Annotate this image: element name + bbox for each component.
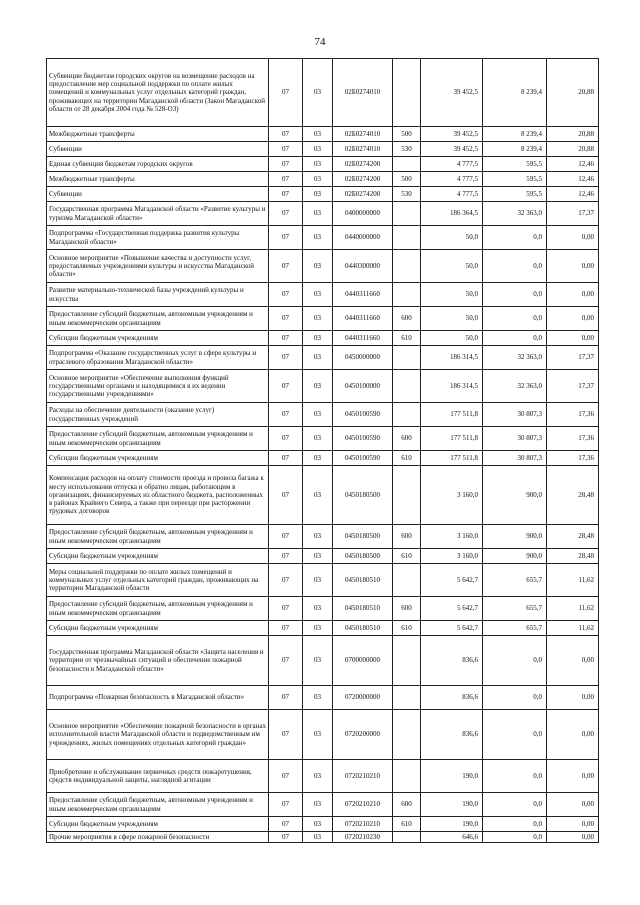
row-target-code: 0440311660	[333, 307, 393, 331]
row-actual-amount: 0,0	[483, 686, 547, 710]
row-percent: 17,36	[547, 403, 599, 427]
row-name: Основное мероприятие «Обеспечение пожарной безопасности в органах исполнительной власти Магаданской области и подведомственным им учреждениях, жилых помещениях отдельных категорий граждан»	[47, 710, 269, 760]
row-target-code: 0440311660	[333, 331, 393, 346]
table-row	[47, 451, 599, 466]
row-subsection: 03	[303, 59, 333, 127]
row-percent: 0,00	[547, 226, 599, 250]
row-percent: 0,00	[547, 817, 599, 832]
row-name: Предоставление субсидий бюджетным, автономным учреждениям и иным некоммерческим организациям	[47, 307, 269, 331]
row-name: Основное мероприятие «Обеспечение выполнения функций государственными органами и находящимися в их ведении государственными учреждениями»	[47, 370, 269, 403]
row-name: Межбюджетные трансферты	[47, 172, 269, 187]
row-target-code: 02Б0274010	[333, 59, 393, 127]
row-subsection: 03	[303, 686, 333, 710]
row-target-code: 02Б0274010	[333, 127, 393, 142]
row-section: 07	[269, 202, 303, 226]
row-expense-type: 530	[393, 187, 421, 202]
row-target-code: 0450100000	[333, 370, 393, 403]
row-subsection: 03	[303, 307, 333, 331]
row-plan-amount: 177 511,8	[421, 403, 483, 427]
table-body	[47, 59, 599, 843]
row-target-code: 02Б0274010	[333, 142, 393, 157]
row-target-code: 0440300000	[333, 250, 393, 283]
row-actual-amount: 0,0	[483, 250, 547, 283]
row-section: 07	[269, 157, 303, 172]
row-percent: 17,36	[547, 427, 599, 451]
row-percent: 0,00	[547, 307, 599, 331]
table-row	[47, 202, 599, 226]
row-plan-amount: 50,0	[421, 331, 483, 346]
row-expense-type	[393, 202, 421, 226]
row-actual-amount: 30 807,3	[483, 403, 547, 427]
row-actual-amount: 8 239,4	[483, 142, 547, 157]
row-percent: 0,00	[547, 283, 599, 307]
row-expense-type	[393, 686, 421, 710]
row-plan-amount: 50,0	[421, 226, 483, 250]
row-name: Расходы на обеспечение деятельности (оказание услуг) государственных учреждений	[47, 403, 269, 427]
row-expense-type	[393, 346, 421, 370]
row-subsection: 03	[303, 172, 333, 187]
row-name: Подпрограмма «Оказание государственных услуг в сфере культуры и отраслевого образования Магаданской области»	[47, 346, 269, 370]
table-row	[47, 157, 599, 172]
row-plan-amount: 186 314,5	[421, 346, 483, 370]
row-subsection: 03	[303, 187, 333, 202]
row-subsection: 03	[303, 793, 333, 817]
table-row	[47, 142, 599, 157]
row-subsection: 03	[303, 525, 333, 549]
row-plan-amount: 5 642,7	[421, 597, 483, 621]
table-row	[47, 346, 599, 370]
row-percent: 20,88	[547, 59, 599, 127]
row-expense-type: 610	[393, 549, 421, 564]
row-percent: 0,00	[547, 832, 599, 843]
row-target-code: 0720210210	[333, 817, 393, 832]
row-section: 07	[269, 307, 303, 331]
row-section: 07	[269, 142, 303, 157]
row-target-code: 02Б0274200	[333, 187, 393, 202]
row-subsection: 03	[303, 597, 333, 621]
row-name: Субвенции	[47, 187, 269, 202]
row-section: 07	[269, 832, 303, 843]
row-actual-amount: 655,7	[483, 564, 547, 597]
row-target-code: 0720210210	[333, 760, 393, 793]
row-section: 07	[269, 710, 303, 760]
row-subsection: 03	[303, 202, 333, 226]
row-expense-type	[393, 157, 421, 172]
row-percent: 20,88	[547, 142, 599, 157]
row-subsection: 03	[303, 250, 333, 283]
row-expense-type	[393, 710, 421, 760]
table-row	[47, 817, 599, 832]
row-actual-amount: 900,0	[483, 466, 547, 525]
row-actual-amount: 0,0	[483, 226, 547, 250]
table-row	[47, 307, 599, 331]
row-actual-amount: 0,0	[483, 283, 547, 307]
row-actual-amount: 655,7	[483, 621, 547, 636]
row-section: 07	[269, 427, 303, 451]
row-target-code: 0450180510	[333, 564, 393, 597]
table-row	[47, 686, 599, 710]
table-row	[47, 549, 599, 564]
row-actual-amount: 32 363,0	[483, 370, 547, 403]
row-actual-amount: 30 807,3	[483, 427, 547, 451]
row-actual-amount: 8 239,4	[483, 127, 547, 142]
row-percent: 28,48	[547, 549, 599, 564]
row-target-code: 0440311660	[333, 283, 393, 307]
row-plan-amount: 50,0	[421, 307, 483, 331]
table-row	[47, 59, 599, 127]
row-expense-type: 610	[393, 621, 421, 636]
row-percent: 0,00	[547, 636, 599, 686]
row-actual-amount: 595,5	[483, 157, 547, 172]
row-plan-amount: 4 777,5	[421, 172, 483, 187]
row-expense-type	[393, 832, 421, 843]
row-expense-type	[393, 59, 421, 127]
row-plan-amount: 836,6	[421, 686, 483, 710]
row-percent: 12,46	[547, 172, 599, 187]
row-subsection: 03	[303, 636, 333, 686]
row-actual-amount: 0,0	[483, 331, 547, 346]
page-number: 74	[314, 36, 326, 48]
row-section: 07	[269, 636, 303, 686]
row-plan-amount: 836,6	[421, 710, 483, 760]
row-plan-amount: 186 314,5	[421, 370, 483, 403]
row-subsection: 03	[303, 549, 333, 564]
row-target-code: 02Б0274200	[333, 172, 393, 187]
row-section: 07	[269, 59, 303, 127]
table-row	[47, 760, 599, 793]
row-expense-type: 600	[393, 307, 421, 331]
row-expense-type: 600	[393, 427, 421, 451]
row-subsection: 03	[303, 226, 333, 250]
row-name: Развитие материально-технической базы учреждений культуры и искусства	[47, 283, 269, 307]
row-name: Компенсация расходов на оплату стоимости проезда и провоза багажа к месту использования отпуска и обратно лицам, работающим в организациях, финансируемых из областного бюджета, расположенных в районах Крайнего Севера, а также при переезде при расторжении трудовых договоров	[47, 466, 269, 525]
row-subsection: 03	[303, 427, 333, 451]
row-expense-type	[393, 466, 421, 525]
row-section: 07	[269, 466, 303, 525]
row-target-code: 0450000000	[333, 346, 393, 370]
row-actual-amount: 0,0	[483, 832, 547, 843]
row-section: 07	[269, 226, 303, 250]
row-expense-type: 610	[393, 451, 421, 466]
row-plan-amount: 3 160,0	[421, 525, 483, 549]
row-expense-type: 600	[393, 793, 421, 817]
row-percent: 0,00	[547, 686, 599, 710]
row-target-code: 0720210210	[333, 793, 393, 817]
row-expense-type: 500	[393, 127, 421, 142]
table-row	[47, 403, 599, 427]
row-target-code: 0700000000	[333, 636, 393, 686]
row-actual-amount: 8 239,4	[483, 59, 547, 127]
row-percent: 12,46	[547, 187, 599, 202]
row-subsection: 03	[303, 331, 333, 346]
row-expense-type	[393, 636, 421, 686]
row-percent: 20,88	[547, 127, 599, 142]
row-section: 07	[269, 127, 303, 142]
row-subsection: 03	[303, 760, 333, 793]
row-plan-amount: 50,0	[421, 250, 483, 283]
row-percent: 17,37	[547, 370, 599, 403]
row-target-code: 0450100590	[333, 427, 393, 451]
row-actual-amount: 0,0	[483, 307, 547, 331]
row-percent: 17,37	[547, 202, 599, 226]
row-subsection: 03	[303, 142, 333, 157]
row-subsection: 03	[303, 370, 333, 403]
row-percent: 28,48	[547, 525, 599, 549]
row-target-code: 0440000000	[333, 226, 393, 250]
row-section: 07	[269, 817, 303, 832]
row-plan-amount: 5 642,7	[421, 621, 483, 636]
row-percent: 12,46	[547, 157, 599, 172]
row-section: 07	[269, 760, 303, 793]
row-subsection: 03	[303, 832, 333, 843]
row-actual-amount: 595,5	[483, 187, 547, 202]
row-expense-type	[393, 250, 421, 283]
row-section: 07	[269, 172, 303, 187]
row-section: 07	[269, 346, 303, 370]
row-target-code: 0450180500	[333, 525, 393, 549]
row-section: 07	[269, 187, 303, 202]
row-percent: 0,00	[547, 250, 599, 283]
row-actual-amount: 655,7	[483, 597, 547, 621]
row-target-code: 0450100590	[333, 451, 393, 466]
row-plan-amount: 3 160,0	[421, 549, 483, 564]
row-name: Меры социальной поддержки по оплате жилых помещений и коммунальных услуг отдельных категорий граждан, проживающих на территории Магаданской области	[47, 564, 269, 597]
row-subsection: 03	[303, 564, 333, 597]
row-name: Субсидии бюджетным учреждениям	[47, 331, 269, 346]
row-name: Приобретение и обслуживание первичных средств пожаротушения, средств индивидуальной защиты, наглядной агитации	[47, 760, 269, 793]
row-percent: 17,37	[547, 346, 599, 370]
row-name: Государственная программа Магаданской области «Развитие культуры и туризма Магаданской области»	[47, 202, 269, 226]
row-section: 07	[269, 686, 303, 710]
table-row	[47, 564, 599, 597]
row-percent: 0,00	[547, 710, 599, 760]
row-target-code: 0450180500	[333, 466, 393, 525]
row-name: Субсидии бюджетным учреждениям	[47, 817, 269, 832]
row-plan-amount: 3 160,0	[421, 466, 483, 525]
row-expense-type	[393, 564, 421, 597]
row-plan-amount: 4 777,5	[421, 157, 483, 172]
row-plan-amount: 50,0	[421, 283, 483, 307]
row-expense-type	[393, 403, 421, 427]
table-row	[47, 226, 599, 250]
budget-table	[46, 58, 599, 843]
row-section: 07	[269, 621, 303, 636]
row-subsection: 03	[303, 817, 333, 832]
row-plan-amount: 39 452,5	[421, 59, 483, 127]
table-row	[47, 525, 599, 549]
row-expense-type	[393, 283, 421, 307]
row-subsection: 03	[303, 710, 333, 760]
row-plan-amount: 5 642,7	[421, 564, 483, 597]
table-row	[47, 466, 599, 525]
row-actual-amount: 0,0	[483, 636, 547, 686]
row-section: 07	[269, 331, 303, 346]
row-expense-type: 500	[393, 172, 421, 187]
row-name: Межбюджетные трансферты	[47, 127, 269, 142]
row-actual-amount: 900,0	[483, 549, 547, 564]
row-actual-amount: 595,5	[483, 172, 547, 187]
row-name: Единая субвенция бюджетам городских округов	[47, 157, 269, 172]
row-expense-type	[393, 760, 421, 793]
row-plan-amount: 177 511,8	[421, 427, 483, 451]
row-name: Прочие мероприятия в сфере пожарной безопасности	[47, 832, 269, 843]
row-section: 07	[269, 250, 303, 283]
table-row	[47, 283, 599, 307]
row-actual-amount: 32 363,0	[483, 346, 547, 370]
row-name: Подпрограмма «Государственная поддержка развития культуры Магаданской области»	[47, 226, 269, 250]
row-name: Предоставление субсидий бюджетным, автономным учреждениям и иным некоммерческим организациям	[47, 525, 269, 549]
table-row	[47, 636, 599, 686]
row-subsection: 03	[303, 403, 333, 427]
row-plan-amount: 190,0	[421, 793, 483, 817]
table-row	[47, 172, 599, 187]
row-subsection: 03	[303, 127, 333, 142]
row-actual-amount: 30 807,3	[483, 451, 547, 466]
row-section: 07	[269, 451, 303, 466]
table-row	[47, 250, 599, 283]
row-plan-amount: 39 452,5	[421, 127, 483, 142]
row-actual-amount: 32 363,0	[483, 202, 547, 226]
row-target-code: 0450100590	[333, 403, 393, 427]
row-percent: 17,36	[547, 451, 599, 466]
row-section: 07	[269, 370, 303, 403]
row-subsection: 03	[303, 451, 333, 466]
row-name: Субвенции бюджетам городских округов на возмещение расходов на предоставление мер социальной поддержки по оплате жилых помещений и коммунальных услуг отдельных категорий граждан, проживающих на территории Магаданской области (Закон Магаданской области от 28 декабря 2004 года № 528-ОЗ)	[47, 59, 269, 127]
row-section: 07	[269, 283, 303, 307]
row-target-code: 0450180510	[333, 621, 393, 636]
row-name: Предоставление субсидий бюджетным, автономным учреждениям и иным некоммерческим организациям	[47, 597, 269, 621]
row-section: 07	[269, 525, 303, 549]
row-expense-type: 600	[393, 597, 421, 621]
row-plan-amount: 836,6	[421, 636, 483, 686]
row-plan-amount: 190,0	[421, 760, 483, 793]
row-plan-amount: 186 364,5	[421, 202, 483, 226]
row-section: 07	[269, 549, 303, 564]
table-row	[47, 127, 599, 142]
row-percent: 28,48	[547, 466, 599, 525]
row-name: Субсидии бюджетным учреждениям	[47, 621, 269, 636]
row-target-code: 0720200000	[333, 710, 393, 760]
row-subsection: 03	[303, 621, 333, 636]
row-expense-type: 610	[393, 817, 421, 832]
row-actual-amount: 0,0	[483, 817, 547, 832]
row-expense-type: 600	[393, 525, 421, 549]
table-row	[47, 793, 599, 817]
row-name: Государственная программа Магаданской области «Защита населения и территории от чрезвычайных ситуаций и обеспечение пожарной безопасности в Магаданской области»	[47, 636, 269, 686]
row-actual-amount: 0,0	[483, 793, 547, 817]
row-section: 07	[269, 564, 303, 597]
table-row	[47, 331, 599, 346]
table-row	[47, 621, 599, 636]
row-plan-amount: 177 511,8	[421, 451, 483, 466]
table-row	[47, 370, 599, 403]
row-expense-type	[393, 226, 421, 250]
row-target-code: 0400000000	[333, 202, 393, 226]
row-target-code: 0450180500	[333, 549, 393, 564]
row-subsection: 03	[303, 466, 333, 525]
table-row	[47, 427, 599, 451]
table-row	[47, 597, 599, 621]
row-expense-type: 530	[393, 142, 421, 157]
row-target-code: 0720210230	[333, 832, 393, 843]
budget-table-container	[46, 58, 598, 843]
row-name: Предоставление субсидий бюджетным, автономным учреждениям и иным некоммерческим организациям	[47, 793, 269, 817]
row-section: 07	[269, 403, 303, 427]
row-expense-type	[393, 370, 421, 403]
row-percent: 11,62	[547, 597, 599, 621]
row-plan-amount: 190,0	[421, 817, 483, 832]
table-row	[47, 832, 599, 843]
row-name: Субсидии бюджетным учреждениям	[47, 549, 269, 564]
row-percent: 0,00	[547, 331, 599, 346]
row-target-code: 0450180510	[333, 597, 393, 621]
row-subsection: 03	[303, 157, 333, 172]
row-name: Подпрограмма «Пожарная безопасность в Магаданской области»	[47, 686, 269, 710]
row-percent: 0,00	[547, 793, 599, 817]
row-plan-amount: 39 452,5	[421, 142, 483, 157]
row-section: 07	[269, 793, 303, 817]
row-target-code: 0720000000	[333, 686, 393, 710]
table-row	[47, 710, 599, 760]
row-target-code: 02Б0274200	[333, 157, 393, 172]
row-percent: 0,00	[547, 760, 599, 793]
row-actual-amount: 900,0	[483, 525, 547, 549]
row-name: Субвенции	[47, 142, 269, 157]
row-plan-amount: 4 777,5	[421, 187, 483, 202]
row-name: Субсидии бюджетным учреждениям	[47, 451, 269, 466]
row-name: Предоставление субсидий бюджетным, автономным учреждениям и иным некоммерческим организациям	[47, 427, 269, 451]
row-subsection: 03	[303, 283, 333, 307]
row-actual-amount: 0,0	[483, 710, 547, 760]
row-expense-type: 610	[393, 331, 421, 346]
row-percent: 11,62	[547, 621, 599, 636]
row-name: Основное мероприятие «Повышение качества и доступности услуг, предоставляемых учреждениями культуры и искусства Магаданской области»	[47, 250, 269, 283]
row-subsection: 03	[303, 346, 333, 370]
row-plan-amount: 646,6	[421, 832, 483, 843]
row-percent: 11,62	[547, 564, 599, 597]
row-actual-amount: 0,0	[483, 760, 547, 793]
table-row	[47, 187, 599, 202]
row-section: 07	[269, 597, 303, 621]
